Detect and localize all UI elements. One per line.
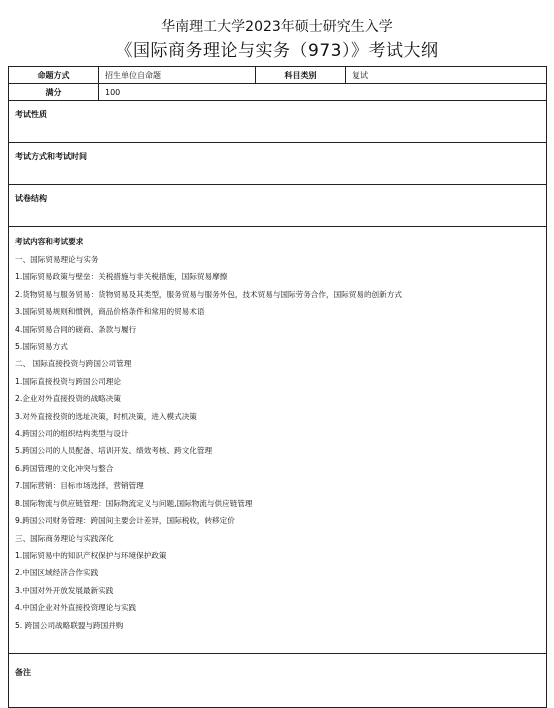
- mode-label: 命题方式: [9, 67, 99, 84]
- section-method-time: [9, 143, 547, 185]
- score-value: 100: [99, 84, 547, 101]
- content-line: 6.跨国管理的文化冲突与整合: [15, 463, 114, 473]
- content-line: 7.国际营销：目标市场选择，营销管理: [15, 481, 144, 491]
- content-line: 三、国际商务理论与实践深化: [15, 533, 114, 543]
- section-content: [9, 227, 547, 654]
- exam-title-line2: 《国际商务理论与实务（973）》考试大纲: [115, 41, 439, 61]
- section-content-cell: [9, 227, 547, 654]
- content-line: 一、国际贸易理论与实务: [15, 255, 99, 264]
- content-line: 2.中国区域经济合作实践: [15, 568, 99, 578]
- content-line: 9.跨国公司财务管理：跨国间主要会计差异，国际税收，转移定价: [15, 516, 235, 526]
- content-line: 5.国际贸易方式: [15, 342, 68, 352]
- section-nature-title: 考试性质: [9, 101, 547, 143]
- section-nature: [9, 101, 547, 143]
- content-line: 3.中国对外开放发展最新实践: [15, 585, 114, 595]
- content-line: 2.货物贸易与服务贸易：货物贸易及其类型，服务贸易与服务外包，技术贸易与国际劳务合作，国际贸易的创新方式: [15, 289, 402, 299]
- content-line: 4.跨国公司的组织结构类型与设计: [15, 429, 129, 439]
- content-list: [15, 251, 540, 634]
- content-line: 1.国际直接投资与跨国公司理论: [15, 376, 121, 386]
- content-line: 1.国际贸易政策与壁垒：关税措施与非关税措施，国际贸易摩擦: [15, 272, 228, 282]
- meta-row-mode: [9, 67, 547, 84]
- mode-value: 招生单位自命题: [99, 67, 256, 84]
- section-content-title: 考试内容和考试要求: [15, 237, 84, 246]
- content-line: 二、 国际直接投资与跨国公司管理: [15, 359, 132, 369]
- section-remarks-title: 备注: [9, 654, 547, 708]
- section-remarks: [9, 654, 547, 708]
- content-line: 2.企业对外直接投资的战略决策: [15, 394, 121, 404]
- category-label: 科目类别: [256, 67, 346, 84]
- section-structure-title: 试卷结构: [9, 185, 547, 227]
- content-line: 3.国际贸易规则和惯例，商品价格条件和常用的贸易术语: [15, 307, 205, 317]
- content-line: 4.国际贸易合同的磋商、条款与履行: [15, 324, 137, 334]
- content-line: 5.跨国公司的人员配备、培训开发、绩效考核、跨文化管理: [15, 446, 213, 456]
- content-line: 5. 跨国公司战略联盟与跨国并购: [15, 620, 124, 630]
- section-structure: [9, 185, 547, 227]
- content-line: 4.中国企业对外直接投资理论与实践: [15, 603, 137, 613]
- content-line: 1.国际贸易中的知识产权保护与环境保护政策: [15, 550, 167, 560]
- content-line: 8.国际物流与供应链管理：国际物流定义与问题,国际物流与供应链管理: [15, 498, 253, 508]
- score-label: 满分: [9, 84, 99, 101]
- syllabus-table: [8, 66, 547, 708]
- exam-title-line1: 华南理工大学2023年硕士研究生入学: [161, 19, 393, 35]
- content-line: 3.对外直接投资的选址决策，时机决策，进入模式决策: [15, 411, 197, 421]
- section-method-time-title: 考试方式和考试时间: [9, 143, 547, 185]
- category-value: 复试: [346, 67, 547, 84]
- meta-row-score: [9, 84, 547, 101]
